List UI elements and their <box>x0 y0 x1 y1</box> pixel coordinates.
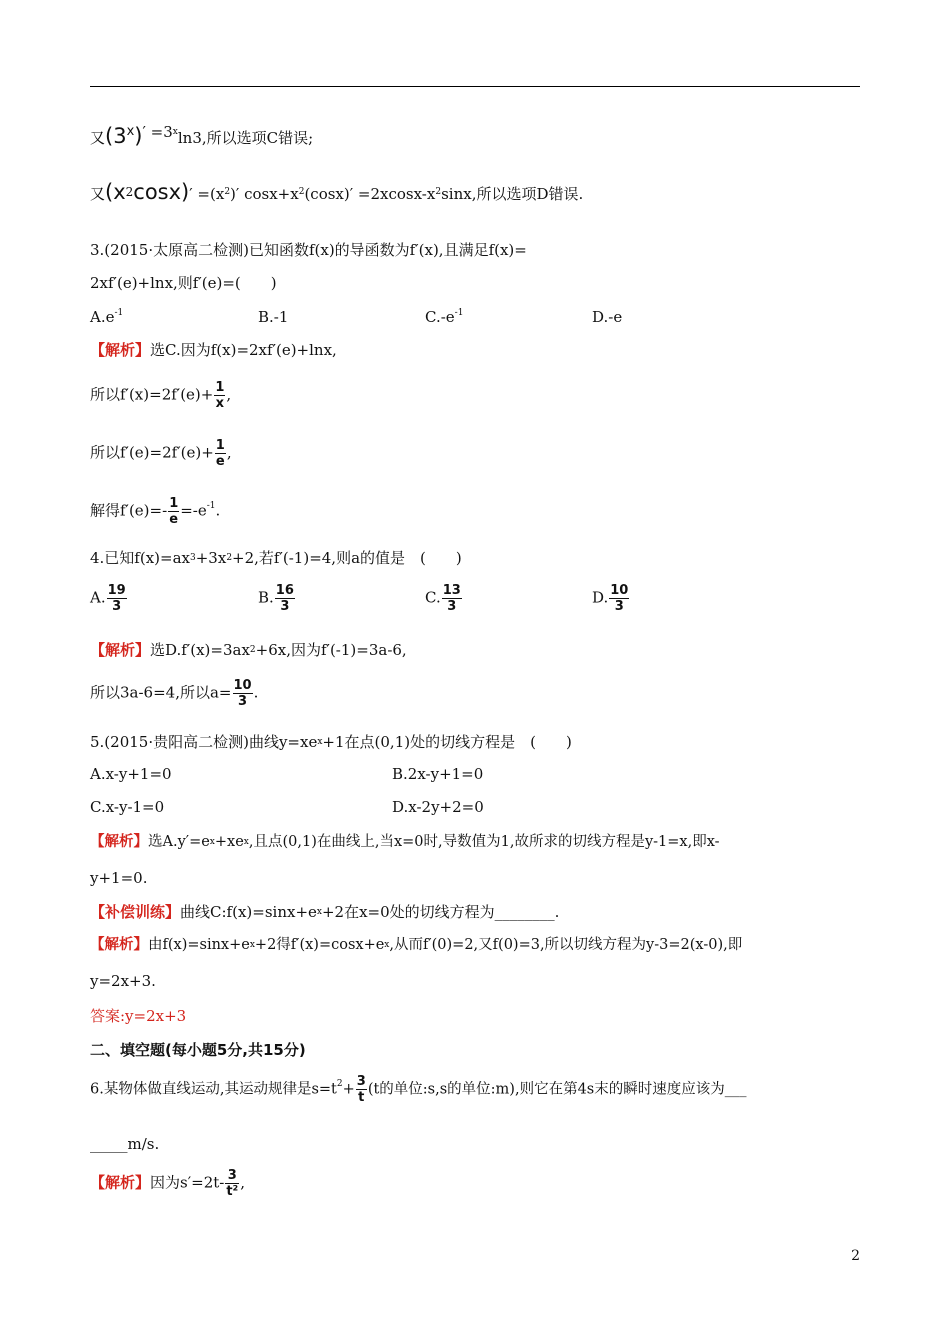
solution: 【解析】选C.因为f(x)=2xf′(e)+lnx, <box>90 341 337 359</box>
question-6-cont: _____m/s. <box>90 1135 160 1153</box>
fraction: $\frac{10}{3}$ <box>233 678 252 709</box>
option-b: B.2x-y+1=0 <box>392 765 484 783</box>
option-a: A. $\frac{19}{3}$ <box>90 583 126 614</box>
fraction: $\frac{3}{t}$ <box>356 1074 366 1105</box>
question-3-cont: 2xf′(e)+lnx,则f′(e)=( ) <box>90 274 277 292</box>
solution-line: y+1=0. <box>90 869 148 887</box>
solution-line: 所以f′(e)=2f′(e)+ $\frac{1}{e}$ , <box>90 438 232 469</box>
option-b: B. $\frac{16}{3}$ <box>258 583 294 614</box>
fraction: $\frac{1}{e}$ <box>169 496 179 527</box>
solution-line: 所以f′(x)=2f′(e)+ $\frac{1}{x}$ , <box>90 380 232 411</box>
solution-line: y=2x+3. <box>90 972 156 990</box>
question-6: 6.某物体做直线运动,其运动规律是$s=t^2+$ $\frac{3}{t}$ (t的单位:s,s的单位:m),则它在第4s末的瞬时速度应该为___ <box>90 1074 747 1105</box>
solution: 【解析】选$D.f'(x)=3ax^2+6x$,因为f′(-1)=3a-6, <box>90 641 407 659</box>
fraction: $\frac{16}{3}$ <box>275 583 294 614</box>
answer: 答案:y=2x+3 <box>90 1007 187 1025</box>
text-line: 又$(3^x)' =3^x\ln 3$,所以选项C错误; <box>90 123 314 148</box>
option-d: D. $\frac{10}{3}$ <box>592 583 629 614</box>
fraction: $\frac{10}{3}$ <box>610 583 629 614</box>
fraction: $\frac{1}{x}$ <box>215 380 225 411</box>
question-5: 5.(2015·贵阳高二检测)曲线$y=xe^x+1$在点(0,1)处的切线方程是 ( ) <box>90 733 572 751</box>
text-line: 又$(x^2\cos x)' =(x^2)'$ $\cos x+x^2(\cos x)' =2xcosx-x^2\sin x$,所以选项D错误. <box>90 180 584 204</box>
fraction: $\frac{3}{\text{t²}}$ <box>226 1168 239 1199</box>
option-a: A.x-y+1=0 <box>90 765 172 783</box>
solution: 【解析】由$f(x)=\sin x+e^x+2$得$f'(x)=\cos x+e^x$,从而f′(0)=2,又f(0)=3,所以切线方程为y-3=2(x-0),即 <box>90 936 743 953</box>
option-c: C. $\frac{13}{3}$ <box>425 583 461 614</box>
section-heading: 二、填空题(每小题5分,共15分) <box>90 1041 306 1059</box>
question-3: 3.(2015·太原高二检测)已知函数f(x)的导函数为f′(x),且满足f(x)= <box>90 241 527 259</box>
supplement: 【补偿训练】曲线$C:f(x)=\sin x+e^x+2$在x=0处的切线方程为________. <box>90 903 560 921</box>
option-b: B.-1 <box>258 308 289 326</box>
fraction: $\frac{13}{3}$ <box>442 583 461 614</box>
solution-line: 解得f′(e)=- $\frac{1}{e}$ $=-e^{-1}$. <box>90 496 221 527</box>
header-rule <box>90 86 860 87</box>
page-number: 2 <box>851 1248 860 1264</box>
option-a: $A.e^{-1}$ <box>90 308 124 326</box>
option-c: C.x-y-1=0 <box>90 798 165 816</box>
fraction: $\frac{19}{3}$ <box>107 583 126 614</box>
fraction: $\frac{1}{e}$ <box>215 438 225 469</box>
solution: 【解析】选$A.y'=e^x+xe^x$,且点(0,1)在曲线上,当x=0时,导数值为1,故所求的切线方程是y-1=x,即x- <box>90 833 720 850</box>
option-d: D.-e <box>592 308 623 326</box>
option-d: D.x-2y+2=0 <box>392 798 484 816</box>
option-c: $C.-e^{-1}$ <box>425 308 464 326</box>
solution: 【解析】因为s′=2t- $\frac{3}{\text{t²}}$ , <box>90 1168 246 1199</box>
question-4: 4.已知$f(x)=ax^3+3x^2+2$,若f′(-1)=4,则a的值是 ( ) <box>90 549 462 567</box>
solution-line: 所以3a-6=4,所以a= $\frac{10}{3}$ . <box>90 678 259 709</box>
